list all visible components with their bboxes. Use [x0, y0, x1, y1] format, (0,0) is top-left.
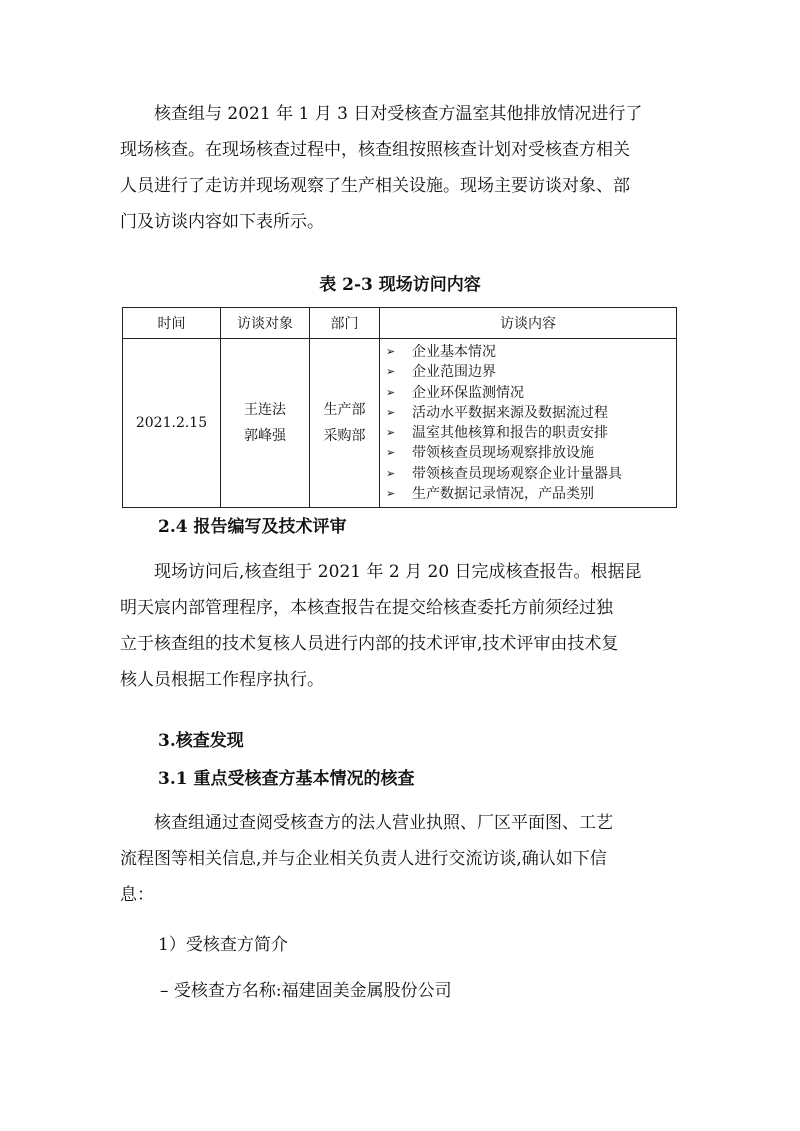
interviewees-cell	[221, 339, 310, 508]
topic-text: 企业基本情况	[412, 344, 496, 360]
arrow-bullet-icon: ➢	[386, 446, 396, 460]
paragraph-line: 息：	[120, 885, 154, 905]
list-item	[386, 362, 670, 382]
list-item	[386, 484, 670, 504]
arrow-bullet-icon: ➢	[386, 487, 396, 501]
topic-text: 企业范围边界	[412, 364, 496, 381]
section-2-4-heading: 2.4 报告编写及技术评审	[158, 517, 347, 537]
header-content: 访谈内容	[380, 308, 677, 339]
header-department: 部门	[310, 308, 380, 339]
arrow-bullet-icon: ➢	[386, 365, 396, 379]
interviewee-name: 王连法	[244, 402, 286, 419]
topic-text: 温室其他核算和报告的职责安排	[412, 425, 608, 442]
intro-line: 人员进行了走访并现场观察了生产相关设施。现场主要访谈对象、部	[120, 176, 630, 196]
paragraph-line: 核人员根据工作程序执行。	[120, 670, 324, 690]
interviewee-name: 郭峰强	[244, 428, 286, 445]
departments-cell	[310, 339, 380, 508]
topic-text: 带领核查员现场观察排放设施	[412, 445, 594, 462]
arrow-bullet-icon: ➢	[386, 345, 396, 358]
intro-paragraph	[120, 96, 690, 240]
interview-date: 2021.2.15	[123, 339, 221, 508]
topic-text: 带领核查员现场观察企业计量器具	[412, 465, 622, 482]
table-row	[123, 339, 677, 508]
intro-line: 门及访谈内容如下表所示。	[120, 212, 324, 232]
company-name-line: – 受核查方名称:福建固美金属股份公司	[160, 981, 452, 1001]
department-name: 生产部	[323, 402, 366, 419]
list-item	[386, 342, 670, 362]
intro-line: 现场核查。在现场核查过程中，核查组按照核查计划对受核查方相关	[120, 140, 630, 160]
table-header-row	[123, 308, 677, 339]
section-3-1-heading: 3.1 重点受核查方基本情况的核查	[158, 769, 415, 789]
paragraph-line: 现场访问后,核查组于 2021 年 2 月 20 日完成核查报告。根据昆	[154, 562, 642, 582]
arrow-bullet-icon: ➢	[386, 405, 396, 419]
topic-text: 生产数据记录情况，产品类别	[412, 486, 594, 503]
arrow-bullet-icon: ➢	[386, 426, 396, 440]
arrow-bullet-icon: ➢	[386, 466, 396, 480]
subsection-heading: 1）受核查方简介	[158, 935, 288, 955]
topic-text: 企业环保监测情况	[412, 384, 524, 401]
list-item	[386, 443, 670, 463]
table-caption: 表 2-3 现场访问内容	[319, 275, 481, 295]
paragraph-line: 流程图等相关信息,并与企业相关负责人进行交流访谈,确认如下信	[120, 849, 607, 869]
section-3-heading: 3.核查发现	[158, 731, 244, 751]
department-name: 采购部	[323, 428, 366, 445]
interview-content-cell	[380, 339, 677, 508]
list-item	[386, 383, 670, 403]
header-interviewee: 访谈对象	[221, 308, 310, 339]
paragraph-line: 核查组通过查阅受核查方的法人营业执照、厂区平面图、工艺	[154, 813, 613, 833]
intro-line: 核查组与 2021 年 1 月 3 日对受核查方温室其他排放情况进行了	[154, 104, 643, 124]
arrow-bullet-icon: ➢	[386, 385, 396, 399]
header-time: 时间	[123, 308, 221, 339]
list-item	[386, 423, 670, 443]
interview-topic-list	[386, 342, 670, 504]
interview-table	[122, 307, 677, 508]
paragraph-line: 明天宸内部管理程序，本核查报告在提交给核查委托方前须经过独	[120, 598, 613, 618]
list-item	[386, 464, 670, 484]
section-3-1-paragraph	[120, 805, 690, 913]
paragraph-line: 立于核查组的技术复核人员进行内部的技术评审,技术评审由技术复	[120, 634, 619, 654]
topic-text: 活动水平数据来源及数据流过程	[412, 404, 608, 421]
section-2-4-paragraph	[120, 554, 690, 698]
list-item	[386, 403, 670, 423]
